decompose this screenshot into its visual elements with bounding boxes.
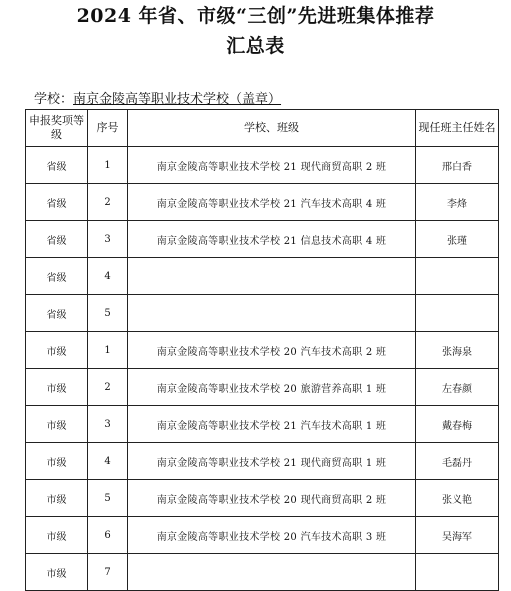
cell-teacher <box>416 258 499 295</box>
cell-school-class: 南京金陵高等职业技术学校 21 现代商贸高职 1 班 <box>128 443 416 480</box>
cell-level: 市级 <box>26 406 88 443</box>
cell-level: 市级 <box>26 517 88 554</box>
table-row <box>26 480 499 517</box>
cell-seq: 2 <box>88 369 128 406</box>
table-row <box>26 554 499 591</box>
cell-seq: 5 <box>88 480 128 517</box>
school-line <box>34 92 281 108</box>
table-row <box>26 332 499 369</box>
table-row <box>26 258 499 295</box>
cell-teacher: 左春颜 <box>416 369 499 406</box>
cell-seq: 3 <box>88 221 128 258</box>
cell-school-class: 南京金陵高等职业技术学校 21 现代商贸高职 2 班 <box>128 147 416 184</box>
header-teacher: 现任班主任姓名 <box>416 110 499 147</box>
document-title-line-1: 2024 年省、市级“三创”先进班集体推荐 <box>76 5 435 27</box>
cell-school-class: 南京金陵高等职业技术学校 20 汽车技术高职 3 班 <box>128 517 416 554</box>
cell-school-class: 南京金陵高等职业技术学校 21 信息技术高职 4 班 <box>128 221 416 258</box>
cell-teacher: 张海泉 <box>416 332 499 369</box>
cell-teacher: 毛磊丹 <box>416 443 499 480</box>
cell-level: 省级 <box>26 147 88 184</box>
table-row <box>26 184 499 221</box>
cell-seq: 2 <box>88 184 128 221</box>
cell-school-class: 南京金陵高等职业技术学校 21 汽车技术高职 4 班 <box>128 184 416 221</box>
cell-seq: 4 <box>88 258 128 295</box>
cell-seq: 4 <box>88 443 128 480</box>
cell-school-class <box>128 258 416 295</box>
cell-school-class: 南京金陵高等职业技术学校 20 现代商贸高职 2 班 <box>128 480 416 517</box>
cell-level: 省级 <box>26 258 88 295</box>
cell-school-class: 南京金陵高等职业技术学校 20 旅游营养高职 1 班 <box>128 369 416 406</box>
school-name: 南京金陵高等职业技术学校（盖章） <box>73 92 282 107</box>
award-table <box>25 109 499 591</box>
cell-school-class: 南京金陵高等职业技术学校 21 汽车技术高职 1 班 <box>128 406 416 443</box>
cell-teacher: 张义艳 <box>416 480 499 517</box>
cell-seq: 1 <box>88 332 128 369</box>
cell-level: 省级 <box>26 221 88 258</box>
header-school-class: 学校、班级 <box>128 110 416 147</box>
document-title-line-2: 汇总表 <box>226 35 285 57</box>
cell-seq: 7 <box>88 554 128 591</box>
header-seq: 序号 <box>88 110 128 147</box>
cell-level: 市级 <box>26 480 88 517</box>
cell-school-class <box>128 554 416 591</box>
cell-seq: 5 <box>88 295 128 332</box>
header-level: 申报奖项等级 <box>26 110 88 147</box>
table-header-row <box>26 110 499 147</box>
cell-teacher: 李烽 <box>416 184 499 221</box>
cell-level: 市级 <box>26 554 88 591</box>
table-row <box>26 517 499 554</box>
cell-seq: 1 <box>88 147 128 184</box>
cell-teacher <box>416 554 499 591</box>
cell-level: 省级 <box>26 295 88 332</box>
cell-seq: 6 <box>88 517 128 554</box>
cell-teacher <box>416 295 499 332</box>
cell-level: 市级 <box>26 332 88 369</box>
cell-school-class: 南京金陵高等职业技术学校 20 汽车技术高职 2 班 <box>128 332 416 369</box>
cell-seq: 3 <box>88 406 128 443</box>
table-row <box>26 443 499 480</box>
school-label: 学校： <box>34 92 74 107</box>
table-row <box>26 147 499 184</box>
cell-teacher: 吴海军 <box>416 517 499 554</box>
table-row <box>26 221 499 258</box>
table-row <box>26 369 499 406</box>
cell-school-class <box>128 295 416 332</box>
table-row <box>26 295 499 332</box>
cell-teacher: 戴春梅 <box>416 406 499 443</box>
cell-level: 省级 <box>26 184 88 221</box>
cell-teacher: 邢白香 <box>416 147 499 184</box>
cell-level: 市级 <box>26 369 88 406</box>
cell-teacher: 张瑾 <box>416 221 499 258</box>
table-row <box>26 406 499 443</box>
cell-level: 市级 <box>26 443 88 480</box>
